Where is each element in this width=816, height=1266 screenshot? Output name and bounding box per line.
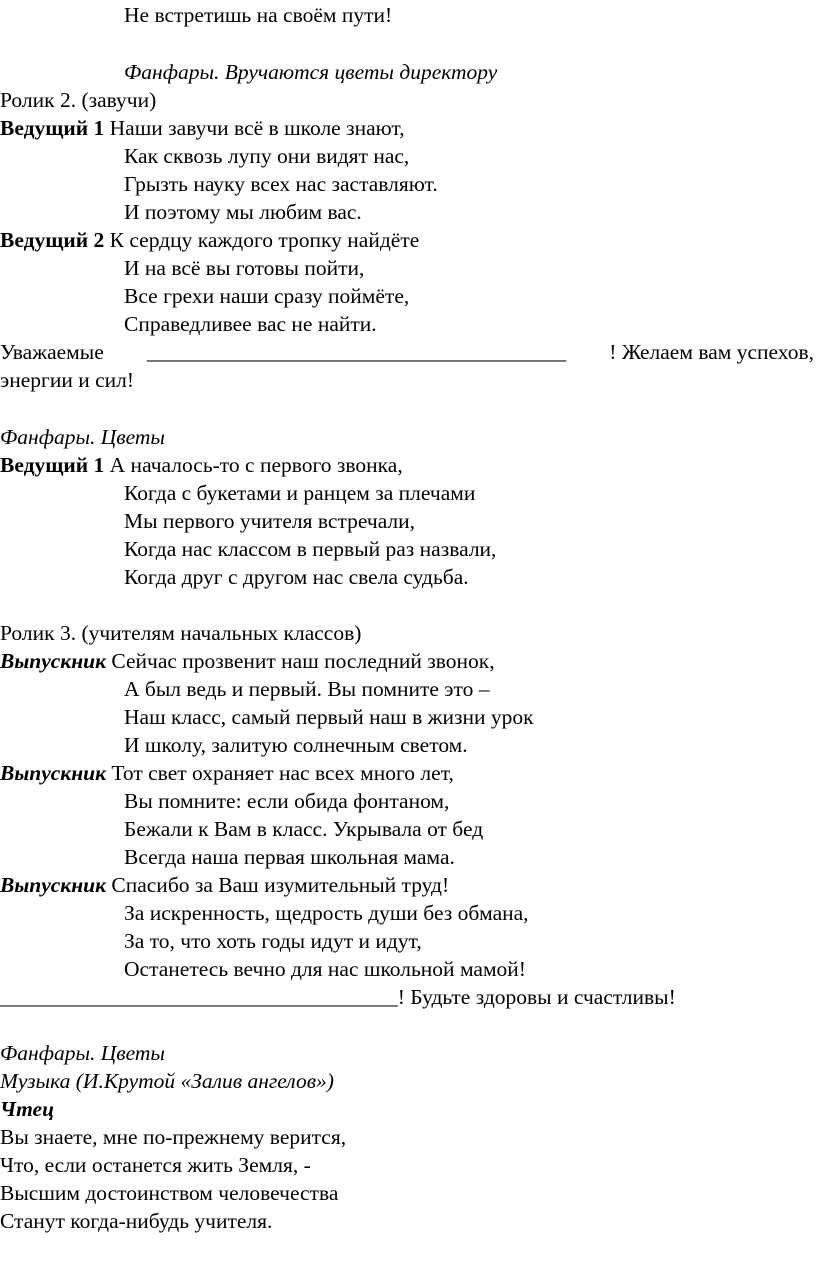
verse-line: Станут когда-нибудь учителя. bbox=[0, 1209, 273, 1233]
verse-line: Останетесь вечно для нас школьной мамой! bbox=[124, 957, 526, 981]
stage-direction: Музыка (И.Крутой «Залив ангелов») bbox=[0, 1069, 334, 1093]
verse-line: Как сквозь лупу они видят нас, bbox=[124, 144, 410, 168]
verse-line: Высшим достоинством человечества bbox=[0, 1181, 339, 1205]
speaker-label: Выпускник bbox=[0, 761, 106, 785]
verse-line: Вы помните: если обида фонтаном, bbox=[124, 789, 450, 813]
verse-line: Не встретишь на своём пути! bbox=[124, 3, 393, 27]
verse-line: И поэтому мы любим вас. bbox=[124, 200, 362, 224]
speaker-label: Чтец bbox=[0, 1097, 55, 1121]
stage-direction: Фанфары. Цветы bbox=[0, 1041, 165, 1065]
verse-line: Справедливее вас не найти. bbox=[124, 312, 377, 336]
dedication-wish: ! Будьте здоровы и счастливы! bbox=[397, 985, 676, 1009]
verse-line: Что, если останется жить Земля, - bbox=[0, 1153, 311, 1177]
speaker-label: Выпускник bbox=[0, 649, 106, 673]
verse-text: К сердцу каждого тропку найдёте bbox=[109, 228, 420, 252]
verse-text: Сейчас прозвенит наш последний звонок, bbox=[111, 649, 495, 673]
speaker-line bbox=[0, 451, 403, 479]
speaker-label: Выпускник bbox=[0, 873, 106, 897]
speaker-label: Ведущий 2 bbox=[0, 228, 105, 252]
verse-line: Когда с букетами и ранцем за плечами bbox=[124, 481, 476, 505]
verse-text: Тот свет охраняет нас всех много лет, bbox=[111, 761, 454, 785]
stage-direction: Фанфары. Вручаются цветы директору bbox=[124, 60, 498, 84]
verse-line: Бежали к Вам в класс. Укрывала от бед bbox=[124, 817, 484, 841]
verse-line: Когда нас классом в первый раз назвали, bbox=[124, 537, 497, 561]
speaker-line bbox=[0, 226, 419, 254]
section-heading: Ролик 3. (учителям начальных классов) bbox=[0, 621, 362, 645]
dedication-line bbox=[0, 983, 676, 1011]
speaker-line bbox=[0, 871, 449, 899]
dedication-line bbox=[0, 338, 814, 366]
speaker-line bbox=[0, 759, 454, 787]
fill-in-blank: _____________________________________ bbox=[0, 985, 398, 1009]
verse-text: Наши завучи всё в школе знают, bbox=[109, 116, 405, 140]
speaker-label: Ведущий 1 bbox=[0, 116, 105, 140]
verse-line: Наш класс, самый первый наш в жизни урок bbox=[124, 705, 534, 729]
dedication-prefix: Уважаемые bbox=[0, 340, 104, 364]
dedication-wish: ! Желаем вам успехов, bbox=[609, 340, 814, 364]
verse-text: Спасибо за Ваш изумительный труд! bbox=[111, 873, 450, 897]
verse-text: А началось-то с первого звонка, bbox=[109, 453, 403, 477]
verse-line: Всегда наша первая школьная мама. bbox=[124, 845, 455, 869]
verse-line: За то, что хоть годы идут и идут, bbox=[124, 929, 422, 953]
speaker-label: Ведущий 1 bbox=[0, 453, 105, 477]
speaker-line bbox=[0, 647, 495, 675]
verse-line: А был ведь и первый. Вы помните это – bbox=[124, 677, 490, 701]
stage-direction: Фанфары. Цветы bbox=[0, 425, 165, 449]
dedication-continuation: энергии и сил! bbox=[0, 368, 135, 392]
verse-line: И на всё вы готовы пойти, bbox=[124, 256, 365, 280]
verse-line: За искренность, щедрость души без обмана, bbox=[124, 901, 529, 925]
section-heading: Ролик 2. (завучи) bbox=[0, 88, 157, 112]
verse-line: Мы первого учителя встречали, bbox=[124, 509, 416, 533]
verse-line: Вы знаете, мне по-прежнему верится, bbox=[0, 1125, 347, 1149]
verse-line: Грызть науку всех нас заставляют. bbox=[124, 172, 438, 196]
verse-line: И школу, залитую солнечным светом. bbox=[124, 733, 468, 757]
fill-in-blank: _______________________________________ bbox=[146, 340, 567, 364]
verse-line: Все грехи наши сразу поймёте, bbox=[124, 284, 410, 308]
verse-line: Когда друг с другом нас свела судьба. bbox=[124, 565, 469, 589]
speaker-line bbox=[0, 114, 405, 142]
